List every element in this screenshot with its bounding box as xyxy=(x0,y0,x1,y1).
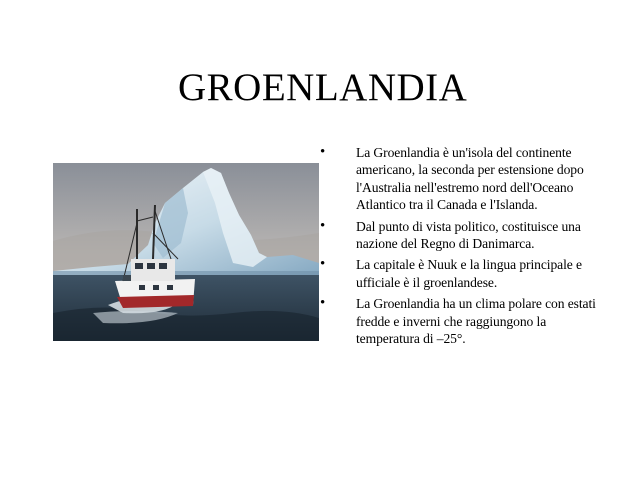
bullet-icon: • xyxy=(320,256,326,273)
bullet-icon: • xyxy=(320,144,326,160)
bullet-text: La capitale è Nuuk e la lingua principale e ufficiale è il groenlandese. xyxy=(356,257,582,290)
bullet-text: Dal punto di vista politico, costituisce una nazione del Regno di Danimarca. xyxy=(356,218,581,252)
list-item xyxy=(318,295,598,347)
bullet-list xyxy=(318,144,598,351)
list-item xyxy=(318,256,598,291)
list-item xyxy=(318,144,598,214)
slide-title: GROENLANDIA xyxy=(178,66,468,109)
list-item xyxy=(318,218,598,253)
iceberg-boat-photo xyxy=(53,163,319,341)
bullet-text: La Groenlandia è un'isola del continente americano, la seconda per estensione dopo l'Australia nell'estremo nord dell'Oceano Atlantico tra il Canada e l'Islanda. xyxy=(356,145,584,213)
bullet-icon: • xyxy=(320,217,326,234)
bullet-text: La Groenlandia ha un clima polare con estati fredde e inverni che raggiungono la temperatura di –25°. xyxy=(356,296,596,347)
bullet-icon: • xyxy=(320,295,326,312)
